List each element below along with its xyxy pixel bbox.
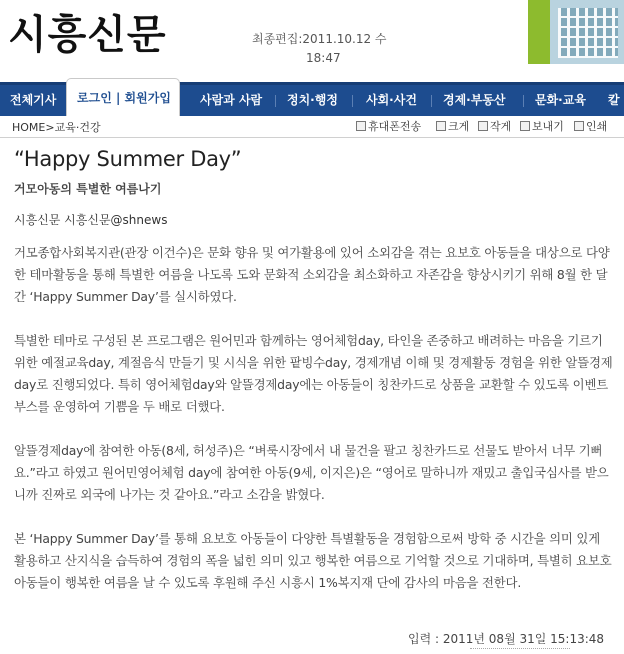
article-tools [356,118,624,136]
zoom-out-icon [478,121,488,131]
last-edit-time [252,30,402,68]
nav-item-all-articles[interactable]: 전체기사 [10,93,57,107]
article-paragraph: 본 ‘Happy Summer Day’를 통해 요보호 아동들이 다양한 특별활동을 경험함으로써 방학 중 시간을 의미 있게 활용하고 산지식을 습득하여 경험의 폭을 넓힌 의미 있고 행복한 여름으로 기억할 것으로 기대하며, 특별히 요보호 아동들이 행복한 여름을 날 수 있도록 후원해 주신 시흥시 1%복지재 단에 감사의 마음을 전한다. [14,531,612,590]
article-paragraph: 거모종합사회복지관(관장 이건수)은 문화 향유 및 여가활용에 있어 소외감을 겪는 요보호 아동들을 대상으로 다양한 테마활동을 통해 특별한 여름을 나도록 도와 문화적 소외감을 최소화하고 자존감을 향상시키기 위해 8월 한 달 간 ‘Happy Summer Day’를 실시하였다. [14,245,610,304]
nav-item-column[interactable]: 칼 [608,93,620,107]
breadcrumb-bar [0,116,624,138]
footer-divider [470,648,570,654]
site-header [0,0,624,82]
edit-time-clock: 18:47 [306,51,341,65]
edit-time-date: 최종편집:2011.10.12 수 [252,32,387,46]
nav-item-culture[interactable]: 문화·교육 [535,93,586,107]
font-smaller-label: 작게 [490,120,512,133]
zoom-in-icon [436,121,446,131]
send-to-phone-button[interactable] [356,118,421,136]
article-subtitle: 거모아동의 특별한 여름나기 [14,182,162,196]
header-banner-image[interactable] [528,0,624,64]
print-button[interactable] [574,118,607,136]
article-body [14,242,614,616]
phone-icon [356,121,366,131]
article-byline: 시흥신문 시흥신문@shnews [14,213,168,227]
send-email-button[interactable] [520,118,564,136]
printer-icon [574,121,584,131]
main-nav [0,82,624,116]
article-paragraph: 알뜰경제day에 참여한 아동(8세, 허성주)은 “벼룩시장에서 내 물건을 팔고 칭찬카드로 선물도 받아서 너무 기뻐요.”라고 하였고 원어민영어체험 day에 참여한 아동(9세, 이지은)은 “영어로 말하니까 재밌고 출입국심사를 받으니까 진짜로 외국에 나가는 것 같아요.”라고 소감을 밝혔다. [14,443,609,502]
nav-divider [275,95,276,107]
nav-item-society[interactable]: 사회·사건 [366,93,417,107]
nav-item-economy[interactable]: 경제·부동산 [443,93,506,107]
nav-item-people[interactable]: 사람과 사람 [200,93,263,107]
posted-date: 입력 : 2011년 08월 31일 15:13:48 [408,632,605,646]
font-smaller-button[interactable] [478,118,511,136]
banner-green-strip [528,0,550,64]
login-signup-tab[interactable] [66,78,180,116]
mail-icon [520,121,530,131]
nav-divider [523,95,524,107]
send-email-label: 보내기 [532,120,564,133]
nav-item-politics[interactable]: 정치·행정 [287,93,338,107]
banner-building-pattern [558,8,618,58]
breadcrumb[interactable]: HOME>교육·건강 [12,121,101,134]
print-label: 인쇄 [586,120,608,133]
article-paragraph: 특별한 테마로 구성된 본 프로그램은 원어민과 함께하는 영어체험day, 타인을 존중하고 배려하는 마음을 기르기 위한 예절교육day, 계절음식 만들기 및 시식을 위한 팥빙수day, 경제개념 이해 및 경제활동 경험을 위한 알뜰경제day로 진행되었다. 특히 영어체험day와 알뜰경제day에는 아동들이 칭찬카드로 상품을 교환할 수 있도록 이벤트 부스를 운영하여 기쁨을 두 배로 더했다. [14,333,613,414]
send-to-phone-label: 휴대폰전송 [368,120,422,133]
nav-divider [352,95,353,107]
font-larger-label: 크게 [448,120,470,133]
font-larger-button[interactable] [436,118,469,136]
nav-divider [431,95,432,107]
article-title: “Happy Summer Day” [14,147,242,171]
site-logo[interactable]: 시흥신문 [8,12,167,58]
login-signup-label[interactable]: 로그인 | 회원가입 [77,91,171,105]
